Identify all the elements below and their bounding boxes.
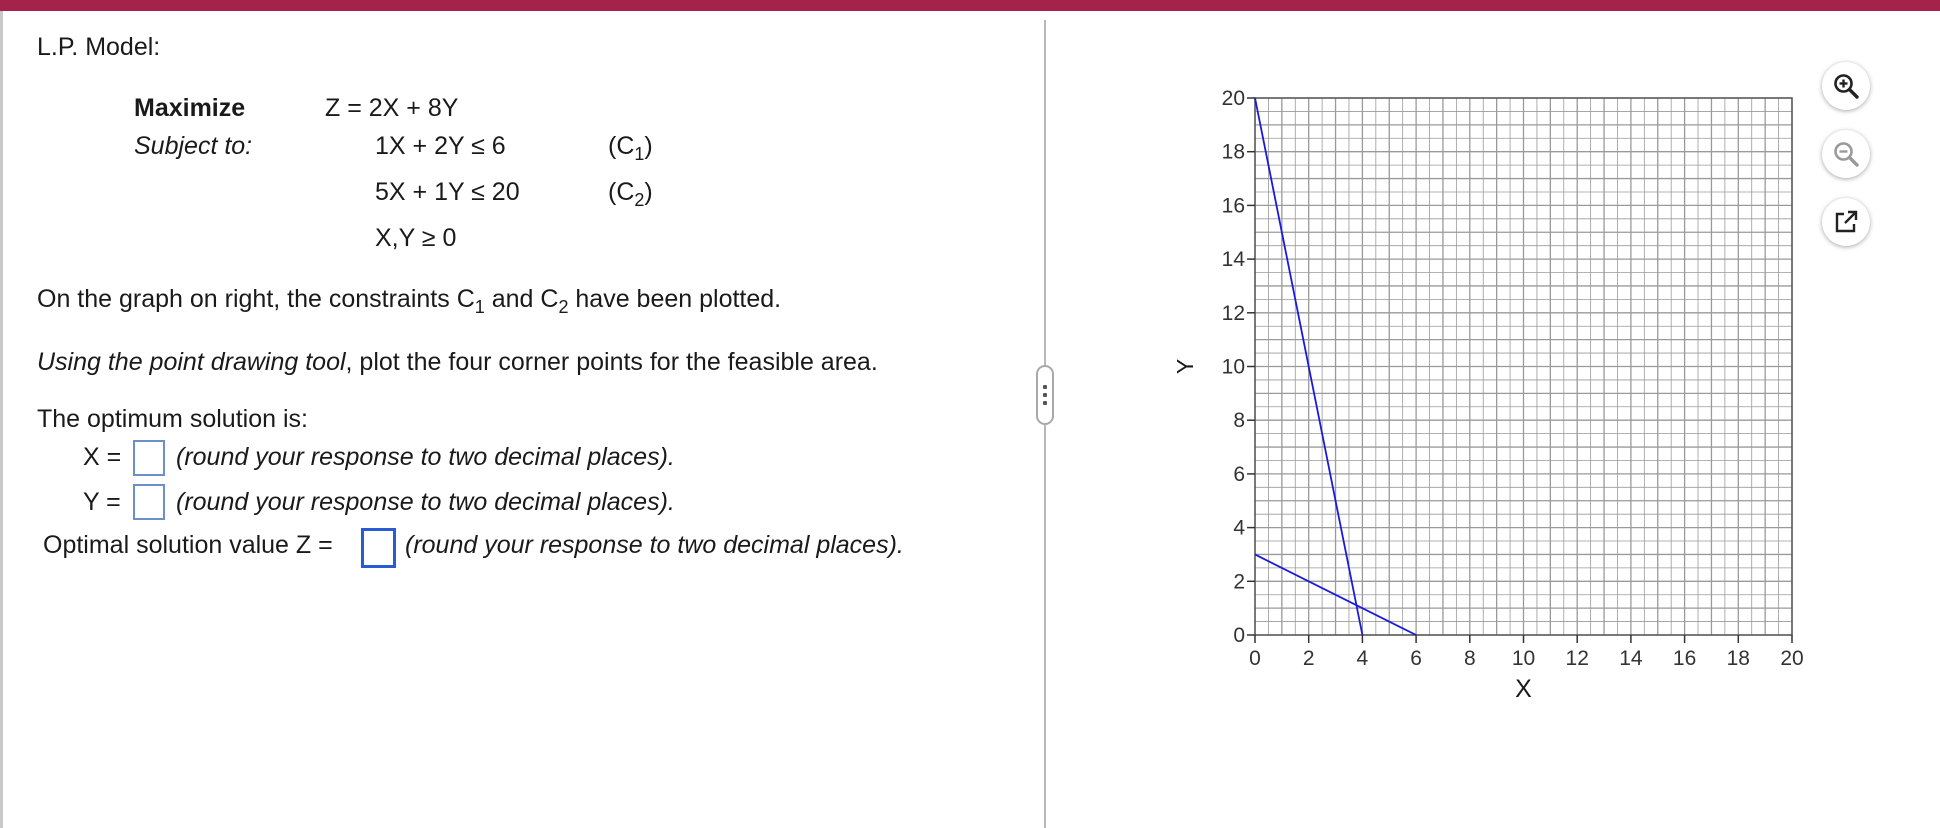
y-rounding-hint: (round your response to two decimal places).: [176, 488, 675, 516]
top-accent-bar: [0, 0, 1940, 11]
y-tick-label: 20: [1221, 87, 1245, 110]
popout-button[interactable]: [1822, 198, 1870, 246]
z-answer-input[interactable]: [361, 528, 396, 568]
instruction-constraints-plotted: On the graph on right, the constraints $C_1$ and $C_2$ have been plotted.: [37, 285, 782, 317]
y-axis-label: Y: [1172, 358, 1198, 375]
x-rounding-hint: (round your response to two decimal places).: [176, 443, 675, 471]
y-tick-label: 6: [1233, 462, 1245, 486]
y-tick-label: 4: [1233, 516, 1245, 540]
constraint-c2-tag: $(C_2)$: [608, 178, 653, 210]
y-tick-label: 12: [1221, 301, 1245, 325]
constraint-c2-expression: 5X + 1Y ≤ 20: [375, 178, 520, 206]
constraint-c1-expression: 1X + 2Y ≤ 6: [375, 132, 506, 160]
nonnegativity-constraint: X,Y ≥ 0: [375, 224, 457, 252]
subject-to-label: Subject to:: [134, 132, 253, 160]
popout-icon: [1832, 208, 1860, 236]
y-answer-label: Y =: [83, 488, 121, 516]
x-axis-label: X: [1515, 675, 1532, 703]
x-tick-label: 8: [1463, 647, 1476, 670]
objective-label: Maximize: [134, 94, 246, 122]
x-tick-label: 6: [1410, 647, 1422, 670]
x-tick-label: 10: [1511, 647, 1536, 670]
zoom-out-button[interactable]: [1822, 130, 1870, 178]
y-tick-label: 10: [1221, 355, 1245, 379]
major-gridlines: [1255, 98, 1792, 635]
x-tick-label: 14: [1619, 647, 1643, 670]
zoom-in-icon: [1831, 71, 1861, 101]
z-rounding-hint: (round your response to two decimal places).: [405, 531, 904, 559]
y-tick-label: 2: [1233, 570, 1245, 594]
x-tick-label: 0: [1249, 647, 1261, 670]
x-tick-label: 2: [1302, 647, 1315, 670]
x-tick-label: 20: [1780, 647, 1804, 670]
z-answer-label: Optimal solution value Z =: [43, 531, 333, 559]
constraint-c1-tag: $(C_1)$: [608, 132, 653, 164]
y-tick-label: 16: [1221, 194, 1245, 218]
y-tick-label: 14: [1221, 248, 1245, 272]
y-tick-label: 18: [1221, 140, 1245, 164]
y-answer-input[interactable]: [133, 484, 165, 520]
x-answer-label: X =: [83, 443, 122, 471]
x-tick-label: 4: [1356, 647, 1369, 670]
x-tick-label: 12: [1565, 647, 1589, 670]
y-tick-label: 0: [1233, 624, 1245, 647]
objective-expression: Z = 2X + 8Y: [325, 94, 459, 122]
optimum-heading: The optimum solution is:: [37, 405, 308, 433]
x-answer-input[interactable]: [133, 440, 165, 476]
model-heading: L.P. Model:: [37, 33, 161, 61]
x-tick-label: 18: [1726, 647, 1750, 670]
y-tick-label: 8: [1233, 409, 1245, 433]
lp-graph[interactable]: [1170, 70, 1850, 780]
left-edge: [0, 11, 3, 828]
zoom-out-icon: [1831, 139, 1861, 169]
instruction-plot-points: Using the point drawing tool, plot the four corner points for the feasible area.: [37, 348, 878, 376]
x-tick-label: 16: [1672, 647, 1697, 670]
zoom-in-button[interactable]: [1822, 62, 1870, 110]
pane-resize-handle[interactable]: [1036, 365, 1054, 425]
